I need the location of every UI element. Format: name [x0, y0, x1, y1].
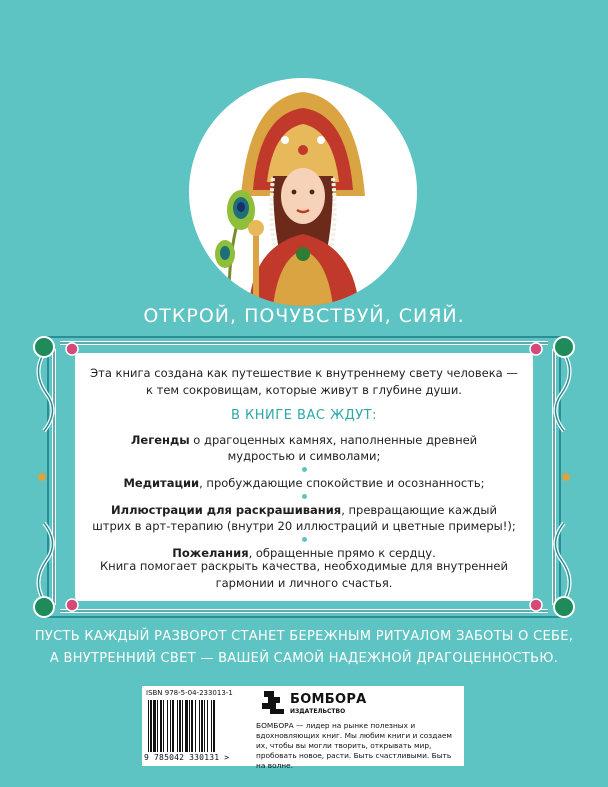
- item-text: , пробуждающие спокойствие и осознанность;: [199, 476, 485, 490]
- outro-line: Книга помогает раскрыть качества, необходимые для внутренней: [100, 559, 508, 573]
- barcode-bar: [153, 700, 156, 752]
- barcode-bar: [207, 700, 208, 752]
- barcode-bar: [195, 700, 196, 752]
- closing-text: [0, 626, 608, 670]
- barcode-bar: [191, 700, 193, 752]
- barcode-bar: [189, 700, 190, 752]
- barcode-bar: [150, 700, 152, 752]
- publisher-subtitle: ИЗДАТЕЛЬСТВО: [290, 708, 346, 715]
- barcode-bar: [182, 700, 183, 752]
- item-title: Медитации: [123, 476, 200, 490]
- woman-in-kokoshnik-icon: [189, 78, 417, 306]
- list-item: [75, 475, 533, 491]
- closing-line: А ВНУТРЕННИЙ СВЕТ — ВАШЕЙ САМОЙ НАДЕЖНОЙ ДРАГОЦЕННОСТЬЮ.: [49, 651, 559, 666]
- bullet-dot-icon: [302, 537, 307, 542]
- bullet-dot-icon: [302, 467, 307, 472]
- item-title: Легенды: [130, 433, 190, 447]
- outro-text: [75, 558, 533, 592]
- tagline: ОТКРОЙ, ПОЧУВСТВУЙ, СИЯЙ.: [143, 305, 465, 327]
- publisher-name: БОМБОРА: [290, 692, 367, 707]
- item-title: Иллюстрации для раскрашивания: [111, 503, 342, 517]
- item-text: мудростью и символами;: [227, 449, 381, 463]
- barcode-bar: [170, 700, 171, 752]
- intro-line: к тем сокровищам, которые живут в глубине души.: [146, 383, 462, 397]
- publisher-block: [250, 686, 464, 770]
- section-heading: В КНИГЕ ВАС ЖДУТ:: [231, 408, 377, 423]
- outro-line: гармонии и личного счастья.: [215, 576, 393, 590]
- bombora-logo-icon: [260, 689, 286, 715]
- barcode-bar: [213, 700, 215, 752]
- publisher-description: БОМБОРА — лидер на рынке полезных и вдохновляющих книг. Мы любим книги и создаем их, чтобы вы могли творить, открывать мир, пробовать новое, расти. Быть счастливыми. Быть на волне.: [256, 721, 452, 770]
- intro-line: Эта книга создана как путешествие к внутреннему свету человека —: [90, 366, 518, 380]
- barcode-bar: [199, 700, 200, 752]
- barcode-bar: [163, 700, 164, 752]
- barcode-bar: [185, 700, 188, 752]
- barcode-bar: [179, 700, 181, 752]
- barcode-bar: [157, 700, 158, 752]
- contents-list: [75, 432, 533, 561]
- cover-illustration: [189, 78, 417, 306]
- isbn-label: ISBN 978-5-04-233013-1: [146, 689, 233, 697]
- barcode-bar: [177, 700, 178, 752]
- item-text: , обращенные прямо к сердцу.: [248, 546, 436, 560]
- closing-line: ПУСТЬ КАЖДЫЙ РАЗВОРОТ СТАНЕТ БЕРЕЖНЫМ РИТУАЛОМ ЗАБОТЫ О СЕБЕ,: [34, 629, 574, 644]
- item-title: Пожелания: [172, 546, 249, 560]
- barcode-bar: [201, 700, 203, 752]
- item-text: , превращающие каждый: [341, 503, 497, 517]
- barcode-bar: [148, 700, 149, 752]
- barcode-digits: 9 785042 330131 >: [144, 753, 230, 762]
- barcode-bar: [204, 700, 205, 752]
- barcode-bar: [167, 700, 168, 752]
- item-text: штрих в арт-терапию (внутри 20 иллюстраций и цветные примеры!);: [92, 519, 516, 533]
- list-item: [75, 502, 533, 534]
- barcode-bar: [211, 700, 212, 752]
- item-text: о драгоценных камнях, наполненные древней: [189, 433, 478, 447]
- barcode-bar: [160, 700, 162, 752]
- list-item: [75, 432, 533, 464]
- barcode-bar: [172, 700, 174, 752]
- intro-text: [75, 365, 533, 399]
- barcode-block: [142, 686, 250, 766]
- bullet-dot-icon: [302, 494, 307, 499]
- barcode-icon: [148, 700, 244, 752]
